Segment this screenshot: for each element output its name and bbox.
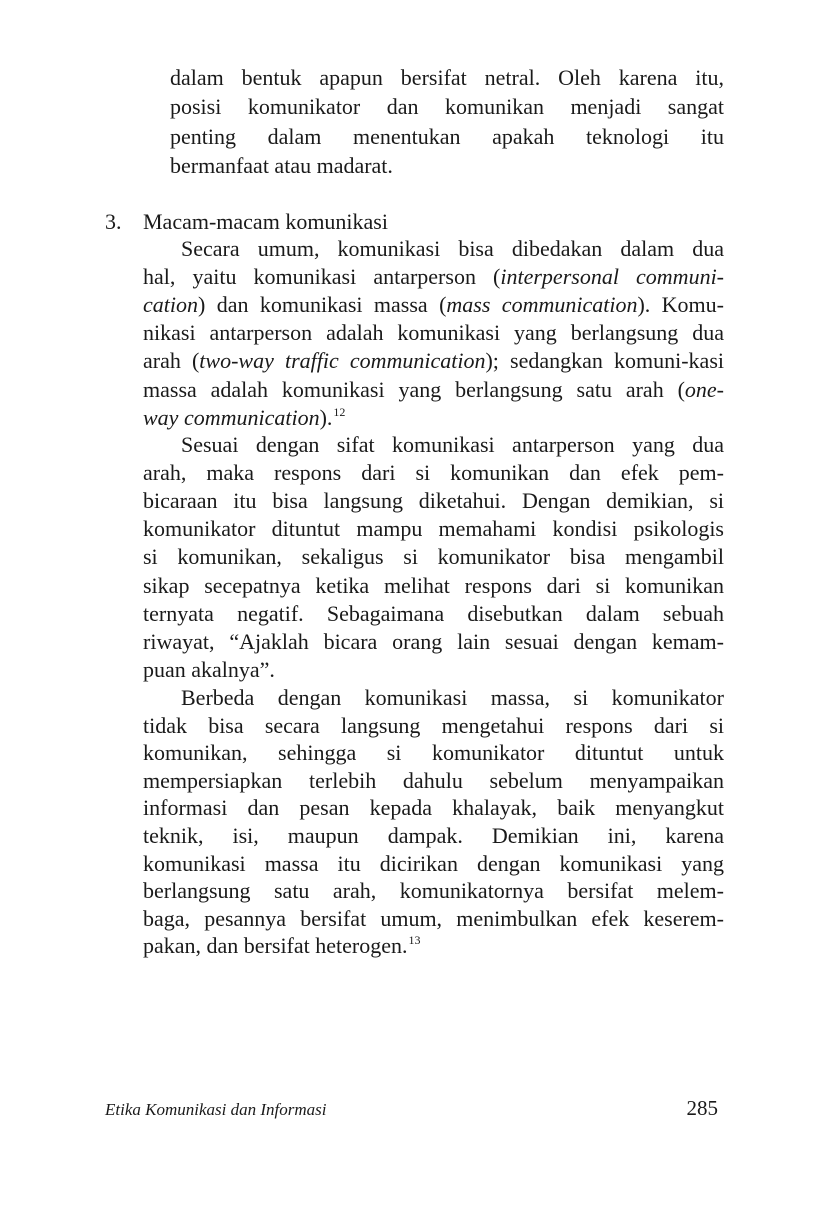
text-segment: tidak bisa secara langsung mengetahui respons dari si	[143, 713, 724, 738]
text-line	[143, 459, 724, 487]
text-line	[143, 932, 724, 960]
italic-term: way communication	[143, 405, 320, 430]
text-line	[143, 822, 724, 850]
footnote-marker: 13	[408, 933, 421, 947]
text-line	[143, 487, 724, 515]
text-segment: ).	[319, 405, 333, 430]
text-segment: berlangsung satu arah, komunikatornya bersifat melem-	[143, 878, 724, 903]
text-line	[143, 404, 724, 432]
text-segment: ). Komu-	[637, 292, 724, 317]
text-line	[143, 347, 724, 375]
text-line	[143, 600, 724, 628]
page-number: 285	[686, 1096, 718, 1120]
text-line	[170, 64, 724, 92]
text-segment: hal, yaitu komunikasi antarperson (	[143, 264, 501, 289]
text-line	[143, 291, 724, 319]
text-segment: Berbeda dengan komunikasi massa, si komunikator	[181, 685, 724, 710]
text-line	[143, 712, 724, 740]
text-segment: komunikan, sehingga si komunikator dituntut untuk	[143, 740, 724, 765]
text-segment: massa adalah komunikasi yang berlangsung satu arah (	[143, 377, 685, 402]
text-segment: informasi dan pesan kepada khalayak, baik menyangkut	[143, 795, 724, 820]
text-segment: Sesuai dengan sifat komunikasi antarperson yang dua	[181, 432, 724, 457]
running-footer-title: Etika Komunikasi dan Informasi	[105, 1100, 327, 1119]
text-line	[143, 739, 724, 767]
text-line	[181, 684, 724, 712]
text-line	[143, 794, 724, 822]
text-segment: dalam bentuk apapun bersifat netral. Oleh karena itu,	[170, 65, 724, 90]
text-line	[170, 152, 724, 180]
italic-term: two-way traffic communication	[199, 348, 486, 373]
text-segment: riwayat, “Ajaklah bicara orang lain sesuai dengan kemam-	[143, 629, 724, 654]
text-segment: ); sedangkan komuni-kasi	[485, 348, 724, 373]
text-segment: arah, maka respons dari si komunikan dan efek pem-	[143, 460, 724, 485]
footnote-marker: 12	[333, 405, 346, 419]
text-segment: penting dalam menentukan apakah teknologi itu	[170, 124, 724, 149]
text-segment: nikasi antarperson adalah komunikasi yang berlangsung dua	[143, 320, 724, 345]
text-segment: baga, pesannya bersifat umum, menimbulkan efek keserem-	[143, 906, 724, 931]
text-line	[143, 572, 724, 600]
text-segment: ternyata negatif. Sebagaimana disebutkan dalam sebuah	[143, 601, 724, 626]
text-line	[143, 515, 724, 543]
text-line	[143, 905, 724, 933]
text-segment: Secara umum, komunikasi bisa dibedakan dalam dua	[181, 236, 724, 261]
text-segment: arah (	[143, 348, 200, 373]
text-segment: teknik, isi, maupun dampak. Demikian ini, karena	[143, 823, 724, 848]
text-line	[181, 431, 724, 459]
text-line	[143, 767, 724, 795]
italic-term: interpersonal communi-	[500, 264, 725, 289]
text-segment: pakan, dan bersifat heterogen.	[143, 933, 408, 958]
text-segment: puan akalnya”.	[143, 657, 275, 682]
text-line	[143, 656, 724, 684]
text-segment: mempersiapkan terlebih dahulu sebelum menyampaikan	[143, 768, 724, 793]
text-line	[170, 93, 724, 121]
text-line	[143, 263, 724, 291]
italic-term: one-	[684, 377, 724, 402]
text-segment: bermanfaat atau madarat.	[170, 153, 393, 178]
section-number: 3.	[105, 209, 122, 234]
text-segment: komunikasi massa itu dicirikan dengan komunikasi yang	[143, 851, 724, 876]
text-segment: posisi komunikator dan komunikan menjadi sangat	[170, 94, 724, 119]
text-segment: komunikator dituntut mampu memahami kondisi psikologis	[143, 516, 724, 541]
text-line	[143, 850, 724, 878]
text-line	[181, 235, 724, 263]
text-line	[143, 319, 724, 347]
text-line	[143, 877, 724, 905]
text-line	[143, 376, 724, 404]
italic-term: mass communication	[446, 292, 638, 317]
text-segment: ) dan komunikasi massa (	[198, 292, 447, 317]
text-segment: si komunikan, sekaligus si komunikator bisa mengambil	[143, 544, 724, 569]
section-heading: Macam-macam komunikasi	[143, 209, 388, 234]
italic-term: cation	[143, 292, 198, 317]
text-line	[170, 123, 724, 151]
text-line	[143, 628, 724, 656]
text-line	[143, 543, 724, 571]
text-segment: sikap secepatnya ketika melihat respons dari si komunikan	[143, 573, 724, 598]
text-segment: bicaraan itu bisa langsung diketahui. Dengan demikian, si	[143, 488, 724, 513]
